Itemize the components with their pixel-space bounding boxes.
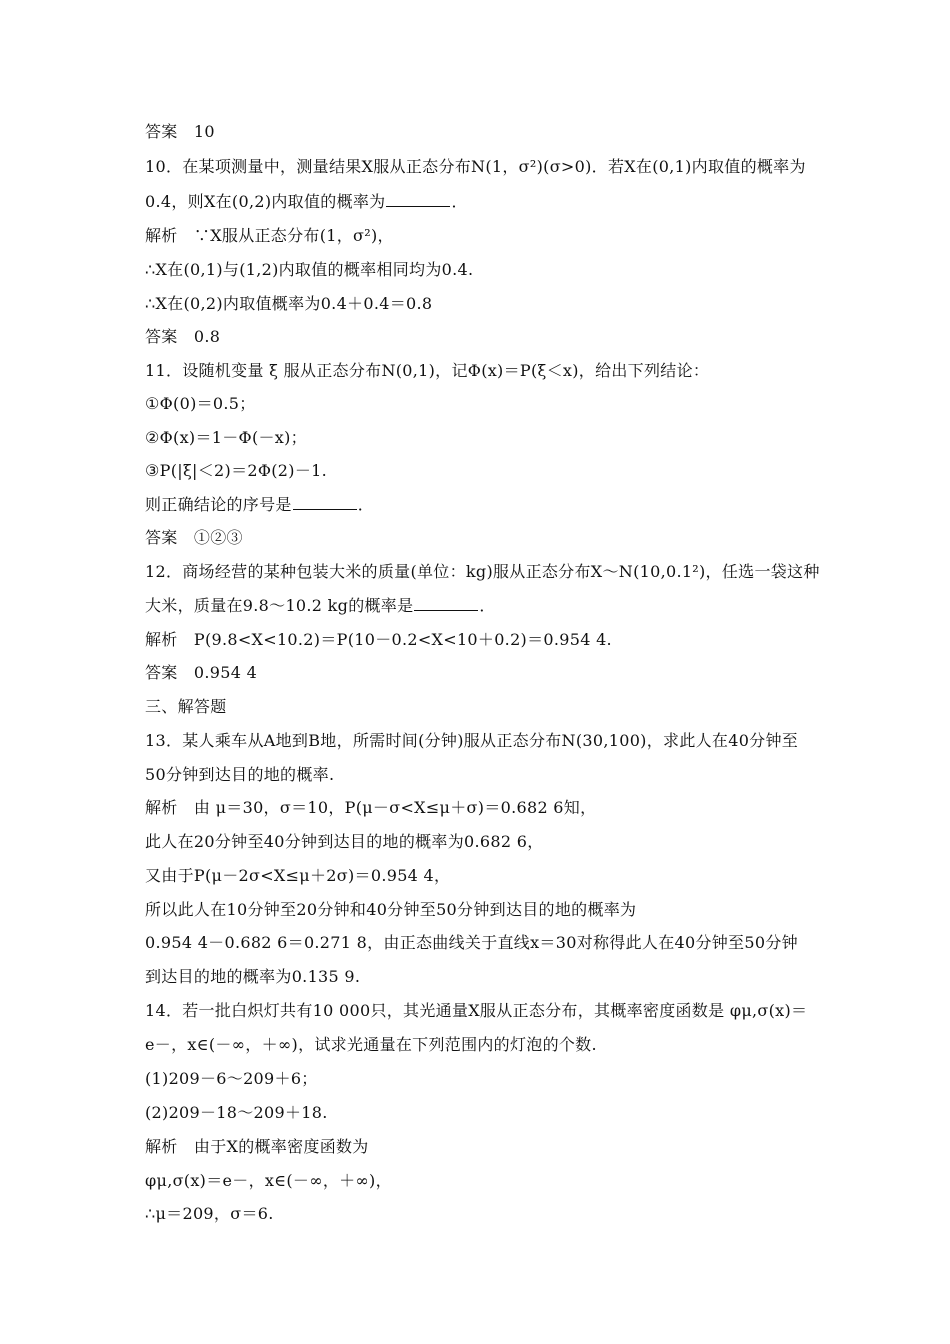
line-tail: ． xyxy=(357,495,375,514)
line-text: 到达目的地的概率为0.135 9. xyxy=(145,967,361,986)
line-text: φμ,σ(x)＝e－，x∈(－∞，＋∞)， xyxy=(145,1171,392,1190)
line-text: 大米，质量在9.8～10.2 kg的概率是 xyxy=(145,596,414,615)
text-line xyxy=(145,765,845,785)
text-line xyxy=(145,428,845,448)
line-text: 11．设随机变量 ξ 服从正态分布N(0,1)，记Φ(x)＝P(ξ＜x)，给出下列结论： xyxy=(145,361,710,380)
line-text: 解析 由于X的概率密度函数为 xyxy=(145,1137,369,1156)
answer-blank xyxy=(293,495,357,510)
text-line xyxy=(145,122,845,142)
text-line xyxy=(145,866,845,886)
text-line xyxy=(145,327,845,347)
text-line xyxy=(145,798,845,818)
line-text: 答案 0.954 4 xyxy=(145,663,258,682)
text-line xyxy=(145,596,845,616)
line-text: 解析 P(9.8<X<10.2)＝P(10－0.2<X<10＋0.2)＝0.954 4. xyxy=(145,630,612,649)
text-line xyxy=(145,394,845,414)
text-line xyxy=(145,562,845,582)
line-text: 0.954 4－0.682 6＝0.271 8，由正态曲线关于直线x＝30对称得此人在40分钟至50分钟 xyxy=(145,933,798,952)
line-text: (1)209－6～209＋6； xyxy=(145,1069,318,1088)
text-line xyxy=(145,1035,845,1055)
answer-blank xyxy=(386,192,450,207)
text-line xyxy=(145,361,845,381)
line-text: 50分钟到达目的地的概率. xyxy=(145,765,335,784)
text-line xyxy=(145,630,845,650)
line-text: 此人在20分钟至40分钟到达目的地的概率为0.682 6， xyxy=(145,832,544,851)
text-line xyxy=(145,192,845,212)
text-line xyxy=(145,528,845,548)
line-text: ③P(|ξ|＜2)＝2Φ(2)－1. xyxy=(145,461,327,480)
line-text: (2)209－18～209＋18. xyxy=(145,1103,328,1122)
line-tail: ． xyxy=(451,192,468,211)
line-text: ∴X在(0,1)与(1,2)内取值的概率相同均为0.4. xyxy=(145,260,474,279)
text-line xyxy=(145,1001,845,1021)
text-line xyxy=(145,495,845,515)
text-line xyxy=(145,663,845,683)
line-text: 三、解答题 xyxy=(145,697,227,716)
line-text: 答案 ①②③ xyxy=(145,528,243,547)
line-text: 答案 0.8 xyxy=(145,327,221,346)
text-line xyxy=(145,900,845,920)
answer-blank xyxy=(414,596,478,611)
line-text: 10．在某项测量中，测量结果X服从正态分布N(1，σ²)(σ>0)．若X在(0,1)内取值的概率为 xyxy=(145,157,806,176)
line-text: ②Φ(x)＝1－Φ(－x)； xyxy=(145,428,307,447)
line-text: 14．若一批白炽灯共有10 000只，其光通量X服从正态分布，其概率密度函数是 φμ,σ(x)＝ xyxy=(145,1001,808,1020)
text-line xyxy=(145,294,845,314)
line-text: 12．商场经营的某种包装大米的质量(单位：kg)服从正态分布X～N(10,0.1²)，任选一袋这种 xyxy=(145,562,820,581)
text-line xyxy=(145,1103,845,1123)
line-text: 则正确结论的序号是 xyxy=(145,495,292,514)
line-tail: ． xyxy=(479,596,496,615)
text-line xyxy=(145,967,845,987)
line-text: 13．某人乘车从A地到B地，所需时间(分钟)服从正态分布N(30,100)，求此人在40分钟至 xyxy=(145,731,799,750)
text-line xyxy=(145,157,845,177)
text-line xyxy=(145,260,845,280)
line-text: 答案 10 xyxy=(145,122,215,141)
text-line xyxy=(145,1204,845,1224)
line-text: 又由于P(μ－2σ<X≤μ＋2σ)＝0.954 4， xyxy=(145,866,451,885)
line-text: 所以此人在10分钟至20分钟和40分钟至50分钟到达目的地的概率为 xyxy=(145,900,637,919)
line-text: ∴μ＝209，σ＝6. xyxy=(145,1204,274,1223)
line-text: 解析 ∵X服从正态分布(1，σ²)， xyxy=(145,226,394,245)
text-line xyxy=(145,832,845,852)
text-line xyxy=(145,697,845,717)
line-text: e－，x∈(－∞，＋∞)，试求光通量在下列范围内的灯泡的个数. xyxy=(145,1035,597,1054)
text-line xyxy=(145,933,845,953)
text-line xyxy=(145,1069,845,1089)
text-line xyxy=(145,1171,845,1191)
line-text: 0.4，则X在(0,2)内取值的概率为 xyxy=(145,192,386,211)
text-line xyxy=(145,461,845,481)
line-text: 解析 由 μ＝30，σ＝10，P(μ－σ<X≤μ＋σ)＝0.682 6知， xyxy=(145,798,597,817)
line-text: ∴X在(0,2)内取值概率为0.4＋0.4＝0.8 xyxy=(145,294,433,313)
line-text: ①Φ(0)＝0.5； xyxy=(145,394,256,413)
text-line xyxy=(145,226,845,246)
text-line xyxy=(145,1137,845,1157)
text-line xyxy=(145,731,845,751)
